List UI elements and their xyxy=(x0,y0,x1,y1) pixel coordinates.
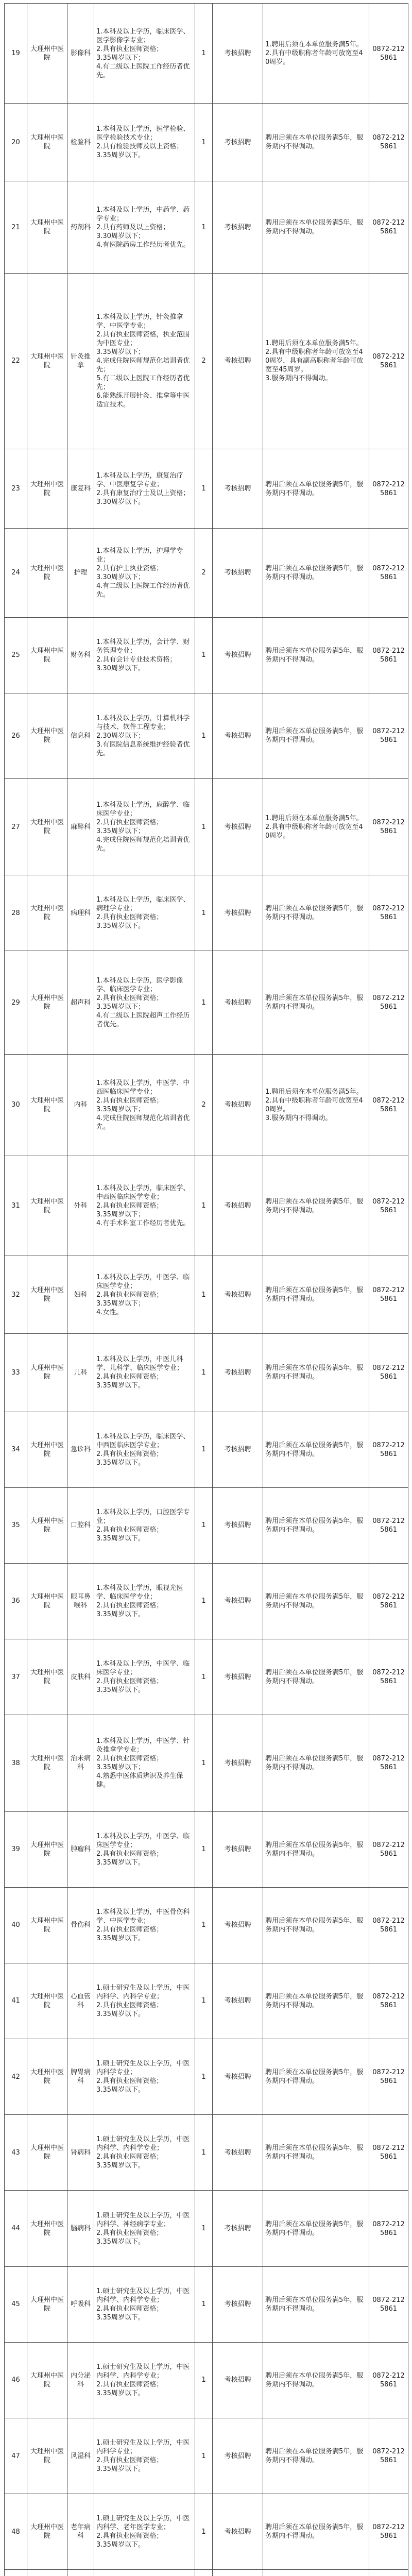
contact-cell: 0872-2125861 xyxy=(369,1256,408,1334)
notes-cell: 聘用后须在本单位服务满5年，服务期内不得调动。 xyxy=(263,951,369,1054)
requirements-cell: 1.硕士研究生及以上学历，中医内科学专业； 2.具有执业医师资格； 3.35周岁以下。 xyxy=(94,2418,195,2494)
row-number: 25 xyxy=(5,617,27,693)
row-number: 21 xyxy=(5,181,27,273)
requirements-cell: 1.硕士研究生及以上学历，中医内科学、神经病学专业； 2.具有执业医师资格； 3.35周岁以下。 xyxy=(94,2191,195,2266)
contact-cell: 0872-2125861 xyxy=(369,2266,408,2342)
post-cell: 妇科 xyxy=(67,1256,94,1334)
post-cell: 老年病科 xyxy=(67,2494,94,2570)
row-number: 20 xyxy=(5,104,27,181)
department-cell: 大理州中医院 xyxy=(27,1887,67,1963)
row-number: 39 xyxy=(5,1811,27,1887)
department-cell: 大理州中医院 xyxy=(27,4,67,104)
count-cell: 1 xyxy=(195,1334,213,1412)
contact-cell: 0872-2125861 xyxy=(369,1639,408,1715)
recruit-method-cell: 考核招聘 xyxy=(213,1563,263,1639)
recruit-method-cell: 考核招聘 xyxy=(213,1334,263,1412)
table-body xyxy=(5,4,408,2576)
post-cell: 超声科 xyxy=(67,951,94,1054)
count-cell: 1 xyxy=(195,693,213,778)
notes-cell: 聘用后须在本单位服务满5年，服务期内不得调动。 xyxy=(263,181,369,273)
row-number: 46 xyxy=(5,2342,27,2418)
notes-cell: 聘用后须在本单位服务满5年，服务期内不得调动。 xyxy=(263,2266,369,2342)
row-number: 26 xyxy=(5,693,27,778)
post-cell xyxy=(67,2570,94,2576)
department-cell: 大理州中医院 xyxy=(27,529,67,617)
post-cell: 病理科 xyxy=(67,875,94,951)
department-cell: 大理州中医院 xyxy=(27,1256,67,1334)
department-cell: 大理州中医院 xyxy=(27,1054,67,1156)
contact-cell: 0872-2125861 xyxy=(369,181,408,273)
table-row xyxy=(5,2570,408,2576)
row-number: 43 xyxy=(5,2115,27,2191)
contact-cell: 0872-2125861 xyxy=(369,104,408,181)
count-cell: 1 xyxy=(195,4,213,104)
contact-cell: 0872-2125861 xyxy=(369,2418,408,2494)
post-cell: 肾病科 xyxy=(67,2115,94,2191)
post-cell: 脑病科 xyxy=(67,2191,94,2266)
department-cell: 大理州中医院 xyxy=(27,449,67,529)
recruit-method-cell: 考核招聘 xyxy=(213,1054,263,1156)
contact-cell: 0872-2125861 xyxy=(369,617,408,693)
notes-cell: 1.聘用后须在本单位服务满5年。 2.具有中级职称者年龄可放宽至40周岁。 xyxy=(263,778,369,875)
requirements-cell: 1.本科及以上学历，中医学、临床医学专业； 2.具有执业医师资格； 3.35周岁以下。 xyxy=(94,1811,195,1887)
count-cell: 1 xyxy=(195,1563,213,1639)
table-row xyxy=(5,1715,408,1811)
department-cell: 大理州中医院 xyxy=(27,778,67,875)
requirements-cell: 1.硕士研究生及以上学历，中医内科学、内科学专业； 2.具有执业医师资格； 3.35周岁以下。 xyxy=(94,2342,195,2418)
table-row xyxy=(5,2342,408,2418)
requirements-cell: 1.本科及以上学历，中医儿科学、儿科学、临床医学专业； 2.具有执业医师资格； 3.35周岁以下。 xyxy=(94,1334,195,1412)
row-number: 47 xyxy=(5,2418,27,2494)
count-cell: 2 xyxy=(195,529,213,617)
department-cell: 大理州中医院 xyxy=(27,1811,67,1887)
requirements-cell: 1.本科及以上学历，中医学、临床医学专业； 2.具有执业医师资格； 3.35周岁以下。 xyxy=(94,1639,195,1715)
count-cell: 1 xyxy=(195,2266,213,2342)
table-row xyxy=(5,2039,408,2115)
contact-cell: 0872-2125861 xyxy=(369,2039,408,2115)
post-cell: 康复科 xyxy=(67,449,94,529)
notes-cell: 聘用后须在本单位服务满5年，服务期内不得调动。 xyxy=(263,2342,369,2418)
notes-cell: 聘用后须在本单位服务满5年，服务期内不得调动。 xyxy=(263,1563,369,1639)
row-number: 42 xyxy=(5,2039,27,2115)
post-cell: 内科 xyxy=(67,1054,94,1156)
recruit-method-cell: 考核招聘 xyxy=(213,1963,263,2039)
count-cell: 1 xyxy=(195,1887,213,1963)
row-number: 31 xyxy=(5,1156,27,1256)
row-number: 19 xyxy=(5,4,27,104)
post-cell: 肿瘤科 xyxy=(67,1811,94,1887)
contact-cell: 0872-2125861 xyxy=(369,4,408,104)
notes-cell: 聘用后须在本单位服务满5年，服务期内不得调动。 xyxy=(263,1156,369,1256)
post-cell: 财务科 xyxy=(67,617,94,693)
row-number: 27 xyxy=(5,778,27,875)
department-cell: 大理州中医院 xyxy=(27,617,67,693)
department-cell: 大理州中医院 xyxy=(27,2266,67,2342)
recruit-method-cell: 考核招聘 xyxy=(213,529,263,617)
post-cell: 麻醉科 xyxy=(67,778,94,875)
notes-cell: 聘用后须在本单位服务满5年，服务期内不得调动。 xyxy=(263,1487,369,1563)
requirements-cell: 1.本科及以上学历，临床医学、中西医临床医学专业； 2.具有执业医师资格； 3.35周岁以下； 4.有手术科室工作经历者优先。 xyxy=(94,1156,195,1256)
table-row xyxy=(5,1156,408,1256)
count-cell: 1 xyxy=(195,2191,213,2266)
notes-cell: 聘用后须在本单位服务满5年，服务期内不得调动。 xyxy=(263,2039,369,2115)
table-row xyxy=(5,875,408,951)
count-cell: 1 xyxy=(195,951,213,1054)
contact-cell: 0872-2125861 xyxy=(369,2191,408,2266)
table-row xyxy=(5,1639,408,1715)
post-cell: 信息科 xyxy=(67,693,94,778)
requirements-cell: 1.硕士研究生及以上学历，中医内科学专业； 2.具有执业医师资格； 3.35周岁以下。 xyxy=(94,2039,195,2115)
department-cell: 大理州中医院 xyxy=(27,951,67,1054)
row-number: 45 xyxy=(5,2266,27,2342)
requirements-cell: 1.本科及以上学历，医学影像学、临床医学专业； 2.具有执业医师资格； 3.35周岁以下； 4.有二级以上医院超声工作经历者优先。 xyxy=(94,951,195,1054)
count-cell: 1 xyxy=(195,617,213,693)
department-cell: 大理州中医院 xyxy=(27,2342,67,2418)
count-cell: 1 xyxy=(195,1412,213,1487)
contact-cell: 0872-2125861 xyxy=(369,1811,408,1887)
recruit-method-cell: 考核招聘 xyxy=(213,1639,263,1715)
recruit-method-cell: 考核招聘 xyxy=(213,2494,263,2570)
post-cell: 心血管科 xyxy=(67,1963,94,2039)
count-cell: 1 xyxy=(195,181,213,273)
department-cell: 大理州中医院 xyxy=(27,1963,67,2039)
table-row xyxy=(5,1811,408,1887)
requirements-cell: 1.本科及以上学历，会计学、财务管理专业； 2.具有会计专业技术资格； 3.30周岁以下。 xyxy=(94,617,195,693)
table-row xyxy=(5,617,408,693)
post-cell: 药剂科 xyxy=(67,181,94,273)
notes-cell: 聘用后须在本单位服务满5年，服务期内不得调动。 xyxy=(263,1334,369,1412)
row-number: 38 xyxy=(5,1715,27,1811)
recruit-method-cell: 考核招聘 xyxy=(213,4,263,104)
recruit-method-cell: 考核招聘 xyxy=(213,273,263,449)
table-row xyxy=(5,693,408,778)
department-cell: 大理州中医院 xyxy=(27,273,67,449)
count-cell: 1 xyxy=(195,1487,213,1563)
contact-cell: 0872-2125861 xyxy=(369,2115,408,2191)
post-cell: 骨伤科 xyxy=(67,1887,94,1963)
recruit-method-cell: 考核招聘 xyxy=(213,1887,263,1963)
row-number: 22 xyxy=(5,273,27,449)
count-cell: 1 xyxy=(195,2418,213,2494)
table-row xyxy=(5,529,408,617)
table-row xyxy=(5,181,408,273)
count-cell: 1 xyxy=(195,875,213,951)
post-cell: 皮肤科 xyxy=(67,1639,94,1715)
row-number: 34 xyxy=(5,1412,27,1487)
recruit-method-cell: 考核招聘 xyxy=(213,617,263,693)
notes-cell: 聘用后须在本单位服务满5年，服务期内不得调动。 xyxy=(263,1412,369,1487)
recruit-method-cell: 考核招聘 xyxy=(213,1256,263,1334)
count-cell xyxy=(195,2570,213,2576)
recruit-method-cell: 考核招聘 xyxy=(213,181,263,273)
contact-cell: 0872-2125861 xyxy=(369,1054,408,1156)
post-cell: 内分泌科 xyxy=(67,2342,94,2418)
count-cell: 1 xyxy=(195,1715,213,1811)
contact-cell: 0872-2125861 xyxy=(369,1156,408,1256)
department-cell: 大理州中医院 xyxy=(27,875,67,951)
department-cell: 大理州中医院 xyxy=(27,1563,67,1639)
count-cell: 2 xyxy=(195,1054,213,1156)
recruit-method-cell xyxy=(213,2570,263,2576)
contact-cell: 0872-2125861 xyxy=(369,1963,408,2039)
department-cell: 大理州中医院 xyxy=(27,1156,67,1256)
post-cell: 针灸推拿 xyxy=(67,273,94,449)
requirements-cell: 1.硕士研究生及以上学历，中医内科学、内科学专业； 2.具有执业医师资格； 3.35周岁以下。 xyxy=(94,2266,195,2342)
table-row xyxy=(5,2494,408,2570)
row-number: 23 xyxy=(5,449,27,529)
recruit-method-cell: 考核招聘 xyxy=(213,104,263,181)
department-cell: 大理州中医院 xyxy=(27,1715,67,1811)
contact-cell: 0872-2125861 xyxy=(369,951,408,1054)
table-row xyxy=(5,2266,408,2342)
table-row xyxy=(5,1256,408,1334)
post-cell: 治未病科 xyxy=(67,1715,94,1811)
contact-cell: 0872-2125861 xyxy=(369,529,408,617)
table-row xyxy=(5,2115,408,2191)
count-cell: 1 xyxy=(195,1156,213,1256)
table-row xyxy=(5,4,408,104)
table-row xyxy=(5,273,408,449)
requirements-cell: 1.本科及以上学历，康复治疗学、中医康复学专业； 2.具有康复治疗士及以上资格； 3.30周岁以下。 xyxy=(94,449,195,529)
contact-cell: 0872-2125861 xyxy=(369,1563,408,1639)
table-row xyxy=(5,104,408,181)
recruit-method-cell: 考核招聘 xyxy=(213,449,263,529)
post-cell: 脾胃病科 xyxy=(67,2039,94,2115)
row-number: 41 xyxy=(5,1963,27,2039)
requirements-cell: 1.本科及以上学历，护理学专业； 2.具有护士执业资格； 3.30周岁以下； 4.有二级以上医院工作经历者优先。 xyxy=(94,529,195,617)
requirements-cell: 1.本科及以上学历，中药学、药学专业； 2.具有药师及以上资格； 3.30周岁以下； 4.有医院药房工作经历者优先。 xyxy=(94,181,195,273)
count-cell: 1 xyxy=(195,104,213,181)
department-cell: 大理州中医院 xyxy=(27,104,67,181)
requirements-cell: 1.本科及以上学历，中医骨伤科学、中医学专业； 2.具有执业医师资格； 3.35周岁以下。 xyxy=(94,1887,195,1963)
notes-cell: 聘用后须在本单位服务满5年，服务期内不得调动。 xyxy=(263,693,369,778)
department-cell: 大理州中医院 xyxy=(27,1412,67,1487)
count-cell: 1 xyxy=(195,2342,213,2418)
recruit-method-cell: 考核招聘 xyxy=(213,2039,263,2115)
post-cell: 儿科 xyxy=(67,1334,94,1412)
count-cell: 1 xyxy=(195,1811,213,1887)
recruit-method-cell: 考核招聘 xyxy=(213,1487,263,1563)
post-cell: 口腔科 xyxy=(67,1487,94,1563)
table-row xyxy=(5,449,408,529)
post-cell: 影像科 xyxy=(67,4,94,104)
requirements-cell: 1.硕士研究生及以上学历，中医内科学、老年医学专业； 2.具有执业医师资格； 3.35周岁以下。 xyxy=(94,2494,195,2570)
requirements-cell: 1.本科及以上学历，针灸推拿学、中医学专业； 2.具有执业医师资格，执业范围为中医专业； 3.35周岁以下； 4.完成住院医师规范化培训者优先； 5.有二级以上医院工作经历者优先； 6.能熟练开展针灸、推拿等中医适宜技术。 xyxy=(94,273,195,449)
notes-cell: 聘用后须在本单位服务满5年，服务期内不得调动。 xyxy=(263,1963,369,2039)
contact-cell: 0872-2125861 xyxy=(369,2494,408,2570)
recruit-method-cell: 考核招聘 xyxy=(213,1811,263,1887)
department-cell: 大理州中医院 xyxy=(27,1487,67,1563)
requirements-cell: 1.本科及以上学历，眼视光医学、临床医学专业； 2.具有执业医师资格； 3.35周岁以下。 xyxy=(94,1563,195,1639)
post-cell: 眼耳鼻喉科 xyxy=(67,1563,94,1639)
post-cell: 风湿科 xyxy=(67,2418,94,2494)
requirements-cell: 1.本科及以上学历，口腔医学专业； 2.具有执业医师资格； 3.35周岁以下。 xyxy=(94,1487,195,1563)
notes-cell: 聘用后须在本单位服务满5年，服务期内不得调动。 xyxy=(263,1811,369,1887)
contact-cell: 0872-2125861 xyxy=(369,1412,408,1487)
requirements-cell: 1.本科及以上学历，中医学、中西医临床医学专业； 2.具有执业医师资格； 3.35周岁以下； 4.完成住院医师规范化培训者优先。 xyxy=(94,1054,195,1156)
requirements-cell: 1.本科及以上学历，麻醉学、临床医学专业； 2.具有执业医师资格； 3.35周岁以下； 4.完成住院医师规范化培训者优先。 xyxy=(94,778,195,875)
count-cell: 1 xyxy=(195,1963,213,2039)
notes-cell: 聘用后须在本单位服务满5年，服务期内不得调动。 xyxy=(263,449,369,529)
department-cell: 大理州中医院 xyxy=(27,2039,67,2115)
department-cell: 大理州中医院 xyxy=(27,2115,67,2191)
department-cell: 大理州中医院 xyxy=(27,1639,67,1715)
row-number: 36 xyxy=(5,1563,27,1639)
requirements-cell: 1.本科及以上学历，计算机科学与技术、软件工程专业； 2.30周岁以下； 3.有医院信息系统维护经验者优先。 xyxy=(94,693,195,778)
recruit-method-cell: 考核招聘 xyxy=(213,2418,263,2494)
count-cell: 1 xyxy=(195,778,213,875)
contact-cell: 0872-2125861 xyxy=(369,1334,408,1412)
recruit-method-cell: 考核招聘 xyxy=(213,2266,263,2342)
row-number: 24 xyxy=(5,529,27,617)
table-row xyxy=(5,951,408,1054)
requirements-cell: 1.本科及以上学历，临床医学、中西医临床医学专业； 2.具有执业医师资格； 3.35周岁以下。 xyxy=(94,1412,195,1487)
requirements-cell: 1.本科及以上学历，临床医学、病理学专业； 2.具有执业医师资格； 3.35周岁以下。 xyxy=(94,875,195,951)
count-cell: 2 xyxy=(195,273,213,449)
notes-cell: 1.聘用后须在本单位服务满5年。 2.具有中级职称者年龄可放宽至40周岁，具有副高职称者年龄可放宽至45周岁。 3.服务期内不得调动。 xyxy=(263,273,369,449)
table-row xyxy=(5,1334,408,1412)
recruit-method-cell: 考核招聘 xyxy=(213,2191,263,2266)
requirements-cell: 1.本科及以上学历，中医学、临床医学专业； 2.具有执业医师资格； 3.35周岁以下； 4.女性。 xyxy=(94,1256,195,1334)
count-cell: 1 xyxy=(195,1639,213,1715)
row-number: 37 xyxy=(5,1639,27,1715)
row-number: 30 xyxy=(5,1054,27,1156)
row-number: 33 xyxy=(5,1334,27,1412)
notes-cell: 聘用后须在本单位服务满5年，服务期内不得调动。 xyxy=(263,1715,369,1811)
table-row xyxy=(5,1054,408,1156)
requirements-cell: 1.本科及以上学历，临床医学、医学影像学专业； 2.具有执业医师资格； 3.35周岁以下； 4.有二级以上医院工作经历者优先。 xyxy=(94,4,195,104)
count-cell: 1 xyxy=(195,2039,213,2115)
requirements-cell: 1.硕士研究生及以上学历，中医内科学、内科学专业； 2.具有执业医师资格； 3.35周岁以下。 xyxy=(94,1963,195,2039)
recruit-method-cell: 考核招聘 xyxy=(213,1412,263,1487)
post-cell: 呼吸科 xyxy=(67,2266,94,2342)
row-number xyxy=(5,2570,27,2576)
row-number: 32 xyxy=(5,1256,27,1334)
notes-cell: 聘用后须在本单位服务满5年，服务期内不得调动。 xyxy=(263,2115,369,2191)
department-cell: 大理州中医院 xyxy=(27,693,67,778)
table-row xyxy=(5,1563,408,1639)
notes-cell: 聘用后须在本单位服务满5年，服务期内不得调动。 xyxy=(263,1256,369,1334)
recruitment-table xyxy=(4,3,408,2576)
notes-cell: 1.聘用后须在本单位服务满5年。 2.具有中级职称者年龄可放宽至40周岁。 xyxy=(263,4,369,104)
department-cell: 大理州中医院 xyxy=(27,2494,67,2570)
table-row xyxy=(5,2418,408,2494)
notes-cell: 聘用后须在本单位服务满5年，服务期内不得调动。 xyxy=(263,104,369,181)
row-number: 29 xyxy=(5,951,27,1054)
contact-cell: 0872-2125861 xyxy=(369,273,408,449)
table-row xyxy=(5,2191,408,2266)
notes-cell: 聘用后须在本单位服务满5年，服务期内不得调动。 xyxy=(263,2191,369,2266)
table-row xyxy=(5,1412,408,1487)
contact-cell xyxy=(369,2570,408,2576)
post-cell: 检验科 xyxy=(67,104,94,181)
row-number: 35 xyxy=(5,1487,27,1563)
row-number: 40 xyxy=(5,1887,27,1963)
notes-cell: 1.聘用后须在本单位服务满5年。 2.具有中级职称者年龄可放宽至40周岁。 3.服务期内不得调动。 xyxy=(263,1054,369,1156)
notes-cell: 聘用后须在本单位服务满5年，服务期内不得调动。 xyxy=(263,2418,369,2494)
contact-cell: 0872-2125861 xyxy=(369,778,408,875)
department-cell: 大理州中医院 xyxy=(27,181,67,273)
recruit-method-cell: 考核招聘 xyxy=(213,2115,263,2191)
count-cell: 1 xyxy=(195,449,213,529)
contact-cell: 0872-2125861 xyxy=(369,449,408,529)
notes-cell: 聘用后须在本单位服务满5年，服务期内不得调动。 xyxy=(263,1639,369,1715)
contact-cell: 0872-2125861 xyxy=(369,1887,408,1963)
recruit-method-cell: 考核招聘 xyxy=(213,951,263,1054)
department-cell: 大理州中医院 xyxy=(27,1334,67,1412)
contact-cell: 0872-2125861 xyxy=(369,1487,408,1563)
requirements-cell: 1.本科及以上学历，医学检验、医学检验技术专业； 2.具有检验技师及以上资格； 3.35周岁以下。 xyxy=(94,104,195,181)
table-row xyxy=(5,778,408,875)
recruit-method-cell: 考核招聘 xyxy=(213,1156,263,1256)
recruit-method-cell: 考核招聘 xyxy=(213,875,263,951)
post-cell: 外科 xyxy=(67,1156,94,1256)
recruit-method-cell: 考核招聘 xyxy=(213,1715,263,1811)
count-cell: 1 xyxy=(195,2115,213,2191)
recruit-method-cell: 考核招聘 xyxy=(213,2342,263,2418)
contact-cell: 0872-2125861 xyxy=(369,693,408,778)
notes-cell: 聘用后须在本单位服务满5年，服务期内不得调动。 xyxy=(263,529,369,617)
table-row xyxy=(5,1887,408,1963)
post-cell: 护理 xyxy=(67,529,94,617)
notes-cell: 聘用后须在本单位服务满5年，服务期内不得调动。 xyxy=(263,617,369,693)
row-number: 48 xyxy=(5,2494,27,2570)
row-number: 44 xyxy=(5,2191,27,2266)
table-row xyxy=(5,1963,408,2039)
notes-cell xyxy=(263,2570,369,2576)
requirements-cell: 1.硕士研究生及以上学历，中医内科学、内科学专业； 2.具有执业医师资格； 3.35周岁以下。 xyxy=(94,2115,195,2191)
count-cell: 1 xyxy=(195,2494,213,2570)
contact-cell: 0872-2125861 xyxy=(369,2342,408,2418)
department-cell xyxy=(27,2570,67,2576)
notes-cell: 聘用后须在本单位服务满5年，服务期内不得调动。 xyxy=(263,1887,369,1963)
department-cell: 大理州中医院 xyxy=(27,2418,67,2494)
post-cell: 急诊科 xyxy=(67,1412,94,1487)
table-row xyxy=(5,1487,408,1563)
count-cell: 1 xyxy=(195,1256,213,1334)
row-number: 28 xyxy=(5,875,27,951)
contact-cell: 0872-2125861 xyxy=(369,1715,408,1811)
requirements-cell: 1.本科及以上学历，中医学、针灸推拿学专业； 2.具有执业医师资格； 3.35周岁以下； 4.熟悉中医体质辨识及养生保健。 xyxy=(94,1715,195,1811)
notes-cell: 聘用后须在本单位服务满5年，服务期内不得调动。 xyxy=(263,875,369,951)
recruit-method-cell: 考核招聘 xyxy=(213,778,263,875)
department-cell: 大理州中医院 xyxy=(27,2191,67,2266)
contact-cell: 0872-2125861 xyxy=(369,875,408,951)
notes-cell: 聘用后须在本单位服务满5年，服务期内不得调动。 xyxy=(263,2494,369,2570)
recruit-method-cell: 考核招聘 xyxy=(213,693,263,778)
requirements-cell xyxy=(94,2570,195,2576)
